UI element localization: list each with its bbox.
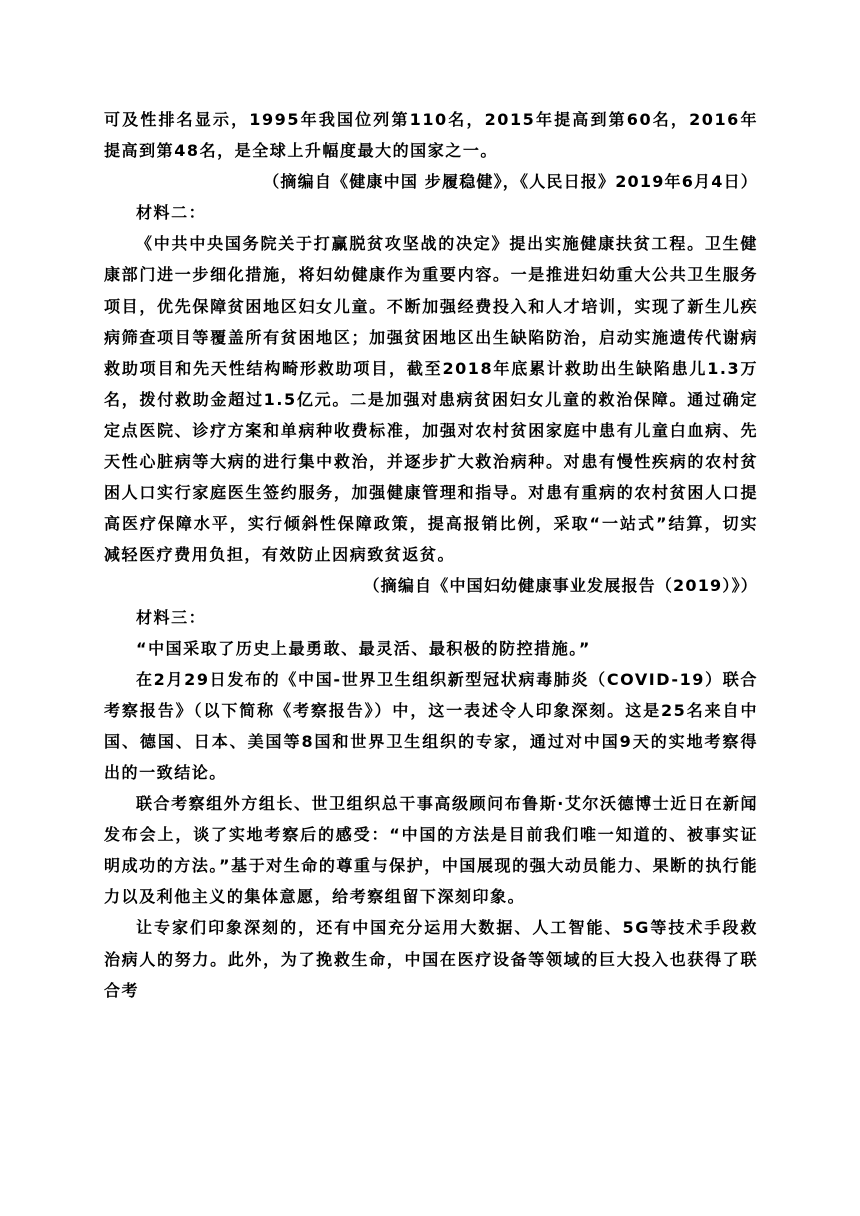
paragraph-technology-efforts: 让专家们印象深刻的，还有中国充分运用大数据、人工智能、5G等技术手段救治病人的努力。此外，为了挽救生命，中国在医疗设备等领域的巨大投入也获得了联合考 (104, 918, 758, 1000)
document-body (104, 104, 758, 1006)
paragraph-aylward-remarks: 联合考察组外方组长、世卫组织总干事高级顾问布鲁斯·艾尔沃德博士近日在新闻发布会上，谈了实地考察后的感受：“中国的方法是目前我们唯一知道的、被事实证明成功的方法。”基于对生命的尊重与保护，中国展现的强大动员能力、果断的执行能力以及利他主义的集体意愿，给考察组留下深刻印象。 (104, 794, 758, 907)
paragraph-quote-measures: “中国采取了历史上最勇敢、最灵活、最积极的防控措施。” (136, 638, 591, 658)
paragraph-health-poverty-alleviation: 《中共中央国务院关于打赢脱贫攻坚战的决定》提出实施健康扶贫工程。卫生健康部门进一步细化措施，将妇幼健康作为重要内容。一是推进妇幼重大公共卫生服务项目，优先保障贫困地区妇女儿童。不断加强经费投入和人才培训，实现了新生儿疾病筛查项目等覆盖所有贫困地区；加强贫困地区出生缺陷防治，启动实施遗传代谢病救助项目和先天性结构畸形救助项目，截至2018年底累计救助出生缺陷患儿1.3万名，拨付救助金超过1.5亿元。二是加强对患病贫困妇女儿童的救治保障。通过确定定点医院、诊疗方案和单病种收费标准，加强对农村贫困家庭中患有儿童白血病、先天性心脏病等大病的进行集中救治，并逐步扩大救治病种。对患有慢性疾病的农村贫困人口实行家庭医生签约服务，加强健康管理和指导。对患有重病的农村贫困人口提高医疗保障水平，实行倾斜性保障政策，提高报销比例，采取“一站式”结算，切实减轻医疗费用负担，有效防止因病致贫返贫。 (104, 234, 758, 565)
paragraph-joint-mission-report: 在2月29日发布的《中国-世界卫生组织新型冠状病毒肺炎（COVID-19）联合考察报告》（以下简称《考察报告》）中，这一表述令人印象深刻。这是25名来自中国、德国、日本、美国等8国和世界卫生组织的专家，通过对中国9天的实地考察得出的一致结论。 (104, 669, 758, 782)
source-citation-maternal-health-report: （摘编自《中国妇幼健康事业发展报告（2019）》） (363, 576, 758, 596)
material-two-heading: 材料二： (136, 203, 207, 223)
paragraph-ranking-continued: 可及性排名显示，1995年我国位列第110名，2015年提高到第60名，2016年提高到第48名，是全球上升幅度最大的国家之一。 (104, 110, 758, 161)
material-three-heading: 材料三： (136, 607, 207, 627)
source-citation-people-daily: （摘编自《健康中国 步履稳健》，《人民日报》2019年6月4日） (263, 172, 758, 192)
